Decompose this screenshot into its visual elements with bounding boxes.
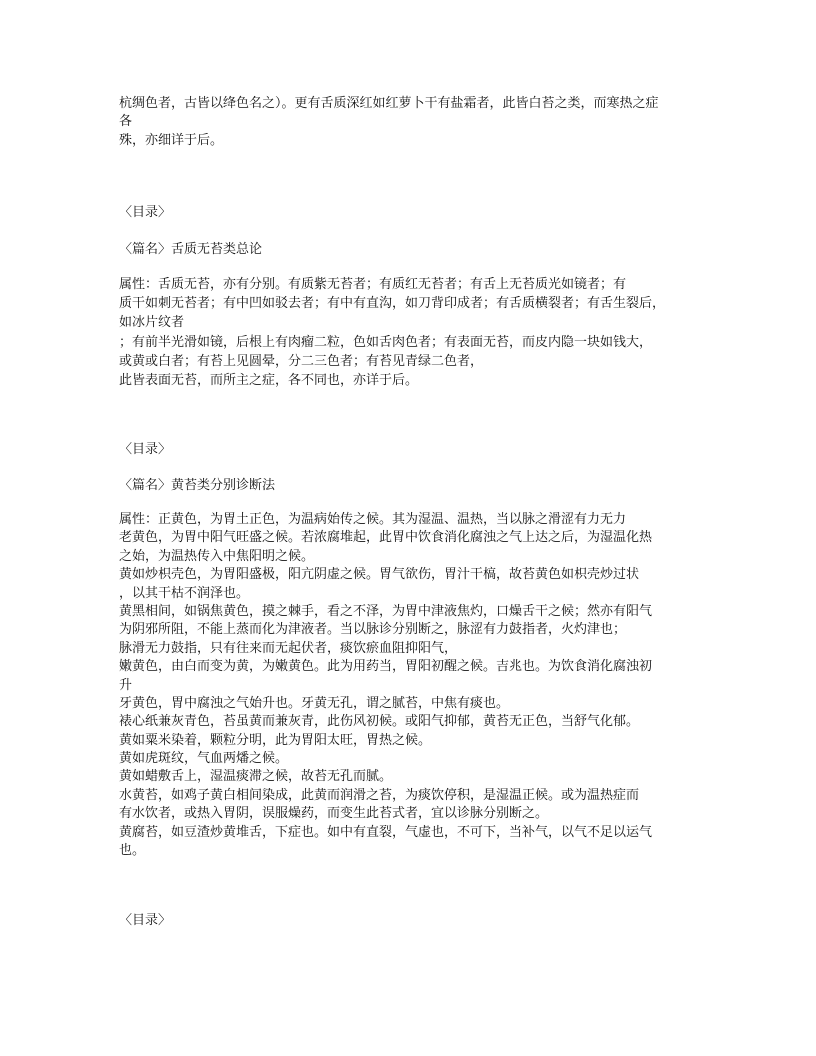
- text-line: 裱心纸兼灰青色，苔虽黄而兼灰青，此伤风初候。或阳气抑郁，黄苔无正色，当舒气化郁。: [119, 714, 640, 730]
- section-body: [119, 275, 665, 390]
- text-line: 黄如蜡敷舌上，湿温痰滞之候，故苔无孔而腻。: [119, 769, 393, 785]
- text-line: 黄腐苔，如豆渣炒黄堆舌，下症也。如中有直裂，气虚也，不可下，当补气，以气不足以运气: [119, 824, 653, 840]
- text-line: 此皆表面无苔，而所主之症，各不同也，亦详于后。: [119, 372, 419, 388]
- text-line: ；有前半光滑如镜，后根上有肉瘤二粒，色如舌肉色者；有表面无苔，而皮内隐一块如钱大，: [119, 334, 653, 350]
- text-line: 黄如虎斑纹，气血两燔之候。: [119, 751, 289, 767]
- text-line: 有水饮者，或热入胃阴，误服燥药，而变生此苔式者，宜以诊脉分别断之。: [119, 806, 549, 822]
- text-line: 嫩黄色，由白而变为黄，为嫩黄色。此为用药当，胃阳初醒之候。吉兆也。为饮食消化腐浊初: [119, 659, 653, 675]
- section-title: 〈篇名〉黄苔类分别诊断法: [119, 478, 276, 493]
- toc-link[interactable]: 〈目录〉: [119, 442, 172, 457]
- section-title: 〈篇名〉舌质无苔类总论: [119, 242, 263, 257]
- text-line: 黄如炒枳壳色，为胃阳盛极，阳亢阴虚之候。胃气欲伤，胃汁干槁，故苔黄色如枳壳炒过状: [119, 567, 640, 583]
- text-line: 之始，为温热传入中焦阳明之候。: [119, 548, 315, 564]
- text-line: 各: [119, 114, 133, 130]
- text-line: 属性：舌质无苔，亦有分别。有质紫无苔者；有质红无苔者；有舌上无苔质光如镜者；有: [119, 277, 627, 292]
- section-body: [119, 511, 652, 860]
- text-line: 黄黑相间，如锅焦黄色，摸之棘手，看之不泽，为胃中津液焦灼，口燥舌干之候；然亦有阳气: [119, 603, 653, 619]
- text-line: 殊，亦细详于后。: [119, 132, 224, 148]
- text-line: 如冰片纹者: [119, 315, 185, 331]
- text-line: 质干如刺无苔者；有中凹如驳去者；有中有直沟，如刀背印成者；有舌质横裂者；有舌生裂后，: [119, 296, 666, 312]
- text-line: 也。: [119, 843, 146, 859]
- toc-link[interactable]: 〈目录〉: [119, 205, 172, 220]
- text-line: 脉滑无力鼓指，只有往来而无起伏者，痰饮瘀血阻抑阳气，: [119, 640, 458, 656]
- text-line: 老黄色，为胃中阳气旺盛之候。若浓腐堆起，此胃中饮食消化腐浊之气上达之后，为湿温化热: [119, 530, 653, 546]
- text-line: 为阴邪所阻，不能上蒸而化为津液者。当以脉诊分别断之，脉涩有力鼓指者，火灼津也；: [119, 622, 627, 638]
- text-line: 杭绸色者，古皆以绛色名之）。更有舌质深红如红萝卜干有盐霜者，此皆白苔之类，而寒热之症: [119, 96, 659, 111]
- text-line: ，以其干枯不润泽也。: [119, 585, 250, 601]
- text-line: 或黄或白者；有苔上见圆晕，分二三色者；有苔见青绿二色者，: [119, 353, 484, 369]
- text-line: 牙黄色，胃中腐浊之气始升也。牙黄无孔，谓之腻苔，中焦有痰也。: [119, 695, 510, 711]
- text-line: 水黄苔，如鸡子黄白相间染成，此黄而润滑之苔，为痰饮停积，是湿温正候。或为温热症而: [119, 787, 640, 803]
- text-line: 升: [119, 677, 133, 693]
- text-line: 属性：正黄色，为胃土正色，为温病始传之候。其为湿温、温热，当以脉之滑涩有力无力: [119, 512, 627, 527]
- toc-link[interactable]: 〈目录〉: [119, 913, 172, 928]
- text-line: 黄如粟米染着，颗粒分明，此为胃阳太旺，胃热之候。: [119, 732, 432, 748]
- intro-paragraph: [119, 95, 659, 150]
